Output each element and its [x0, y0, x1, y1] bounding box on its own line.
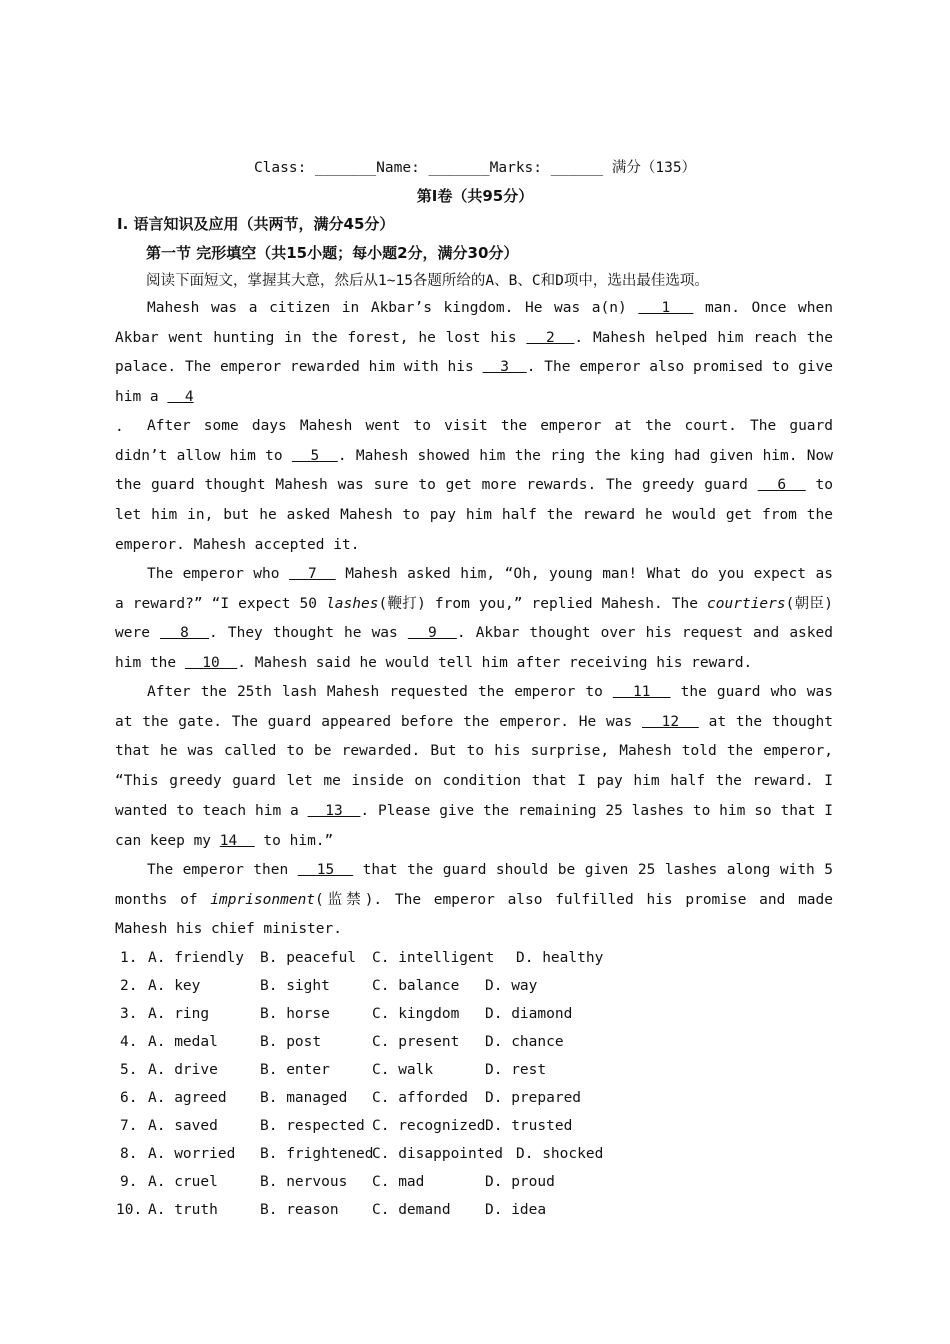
italic-word: courtiers — [707, 595, 786, 612]
text: (监禁). The emperor also fulfilled his promise and made Mahesh his chief minister. — [115, 891, 833, 938]
blank-7: 7 — [288, 566, 336, 582]
option-row-6 — [120, 1088, 582, 1108]
option-row-1 — [120, 948, 604, 968]
text: . Mahesh said he would tell him after receiving his reward. — [237, 655, 753, 672]
option-d: D. proud — [485, 1174, 555, 1190]
option-c: C. demand — [372, 1202, 451, 1218]
option-row-9 — [120, 1172, 555, 1192]
option-b: B. respected — [260, 1118, 365, 1134]
text: man. Once when Akbar went hunting in the forest, he lost his — [115, 300, 833, 346]
text: . Akbar thought over his request and asked him the — [115, 625, 833, 672]
option-c: C. recognized — [372, 1118, 486, 1134]
option-a: A. saved — [148, 1118, 218, 1134]
question-number: 4. — [120, 1034, 138, 1050]
question-number: 5. — [120, 1062, 138, 1078]
question-number: 9. — [120, 1174, 138, 1190]
text: . They thought he was — [209, 625, 408, 642]
option-d: D. diamond — [485, 1006, 573, 1022]
blank-12: 12 — [642, 713, 699, 730]
section-title: Ⅰ. 语言知识及应用（共两节，满分45分） — [117, 215, 395, 233]
blank-6: 6 — [757, 477, 806, 494]
option-c: C. balance — [372, 978, 460, 994]
option-c: C. mad — [372, 1174, 425, 1190]
blank-2: 2 — [526, 329, 575, 346]
text: to him.” — [254, 832, 334, 849]
text: . — [115, 418, 124, 435]
text: The emperor who — [147, 566, 289, 582]
option-d: D. prepared — [485, 1090, 582, 1106]
text: (朝臣) were — [115, 595, 834, 642]
option-a: A. medal — [148, 1034, 218, 1050]
option-b: B. peaceful — [260, 950, 357, 966]
option-a: A. worried — [148, 1146, 236, 1162]
passage-paragraph-2 — [115, 412, 833, 561]
option-b: B. frightened — [260, 1146, 374, 1162]
option-c: C. present — [372, 1034, 460, 1050]
text: . The emperor also promised to give him a — [115, 359, 833, 406]
text: (鞭打) from you,” replied Mahesh. The — [378, 595, 708, 612]
option-row-8 — [120, 1144, 604, 1164]
text: . Mahesh showed him the ring the king had given him. Now the guard thought Mahesh was sure to get more rewards. The greedy guard — [115, 447, 833, 494]
text: The emperor then — [147, 862, 298, 878]
text: Mahesh asked him, “Oh, young man! What do you expect as a reward?” “I expect 50 — [115, 566, 833, 612]
question-number: 10. — [116, 1202, 143, 1218]
blank-13: 13 — [307, 802, 361, 819]
question-number: 3. — [120, 1006, 138, 1022]
option-a: A. cruel — [148, 1174, 218, 1190]
blank-10: 10 — [184, 655, 238, 672]
option-b: B. horse — [260, 1006, 330, 1022]
option-b: B. post — [260, 1034, 322, 1050]
option-row-4 — [120, 1032, 564, 1052]
option-d: D. rest — [485, 1062, 547, 1078]
volume-title: 第Ⅰ卷（共95分） — [416, 187, 534, 205]
blank-9: 9 — [407, 625, 457, 642]
blank-1: 1 — [638, 300, 694, 316]
option-a: A. agreed — [148, 1090, 227, 1106]
text: Mahesh was a citizen in Akbar’s kingdom. He was a(n) — [147, 300, 639, 316]
option-b: B. managed — [260, 1090, 348, 1106]
option-c: C. walk — [372, 1062, 434, 1078]
option-c: C. kingdom — [372, 1006, 460, 1022]
instructions: 阅读下面短文，掌握其大意，然后从1~15各题所给的A、B、C和D项中，选出最佳选项。 — [146, 273, 709, 289]
option-b: B. sight — [260, 978, 330, 994]
passage-paragraph-5 — [115, 856, 833, 945]
option-a: A. truth — [148, 1202, 218, 1218]
italic-word: imprisonment — [210, 891, 316, 908]
option-d: D. chance — [485, 1034, 564, 1050]
blank-4: 4 — [167, 389, 194, 406]
blank-11: 11 — [612, 684, 671, 700]
text: . Please give the remaining 25 lashes to him so that I can keep my — [115, 802, 833, 849]
option-row-10 — [116, 1200, 547, 1220]
option-row-3 — [120, 1004, 573, 1024]
text: at the thought that he was called to be rewarded. But to his surprise, Mahesh told the emperor, “This greedy guard let me inside on condition that I pay him half the reward. I wanted to teach him a — [115, 713, 833, 819]
option-d: D. trusted — [485, 1118, 573, 1134]
option-row-2 — [120, 976, 538, 996]
blank-14: 14 — [219, 832, 255, 849]
option-c: C. afforded — [372, 1090, 469, 1106]
option-a: A. friendly — [148, 950, 245, 966]
option-row-7 — [120, 1116, 573, 1136]
blank-8: 8 — [160, 625, 210, 642]
option-b: B. reason — [260, 1202, 339, 1218]
blank-3: 3 — [482, 359, 527, 376]
question-number: 8. — [120, 1146, 138, 1162]
option-c: C. disappointed — [372, 1146, 503, 1162]
option-a: A. key — [148, 978, 201, 994]
option-d: D. idea — [485, 1202, 547, 1218]
option-a: A. ring — [148, 1006, 210, 1022]
class-name-marks-line: Class: _______Name: _______Marks: ______ 满分（135） — [253, 160, 697, 176]
question-number: 2. — [120, 978, 138, 994]
text: that the guard should be given 25 lashes along with 5 months of — [115, 862, 834, 908]
text: After some days Mahesh went to visit the emperor at the court. The guard didn’t allow him to — [115, 418, 833, 464]
option-row-5 — [120, 1060, 547, 1080]
option-b: B. enter — [260, 1062, 330, 1078]
question-number: 7. — [120, 1118, 138, 1134]
text: . Mahesh helped him reach the palace. The emperor rewarded him with his — [115, 329, 833, 376]
blank-15: 15 — [297, 862, 354, 878]
option-d: D. healthy — [516, 950, 604, 966]
text: to let him in, but he asked Mahesh to pay him half the reward he would get from the emperor. Mahesh accepted it. — [115, 477, 833, 553]
blank-5: 5 — [291, 447, 338, 464]
text: After the 25th lash Mahesh requested the emperor to — [147, 684, 613, 700]
subsection-title: 第一节 完形填空（共15小题；每小题2分，满分30分） — [146, 244, 519, 262]
passage-paragraph-3 — [115, 560, 833, 679]
text: the guard who was at the gate. The guard appeared before the emperor. He was — [115, 684, 833, 730]
option-b: B. nervous — [260, 1174, 348, 1190]
question-number: 1. — [120, 950, 138, 966]
option-d: D. shocked — [516, 1146, 604, 1162]
option-c: C. intelligent — [372, 950, 495, 966]
italic-word: lashes — [326, 595, 379, 612]
passage-paragraph-4 — [115, 678, 833, 856]
option-a: A. drive — [148, 1062, 218, 1078]
option-d: D. way — [485, 978, 538, 994]
question-number: 6. — [120, 1090, 138, 1106]
